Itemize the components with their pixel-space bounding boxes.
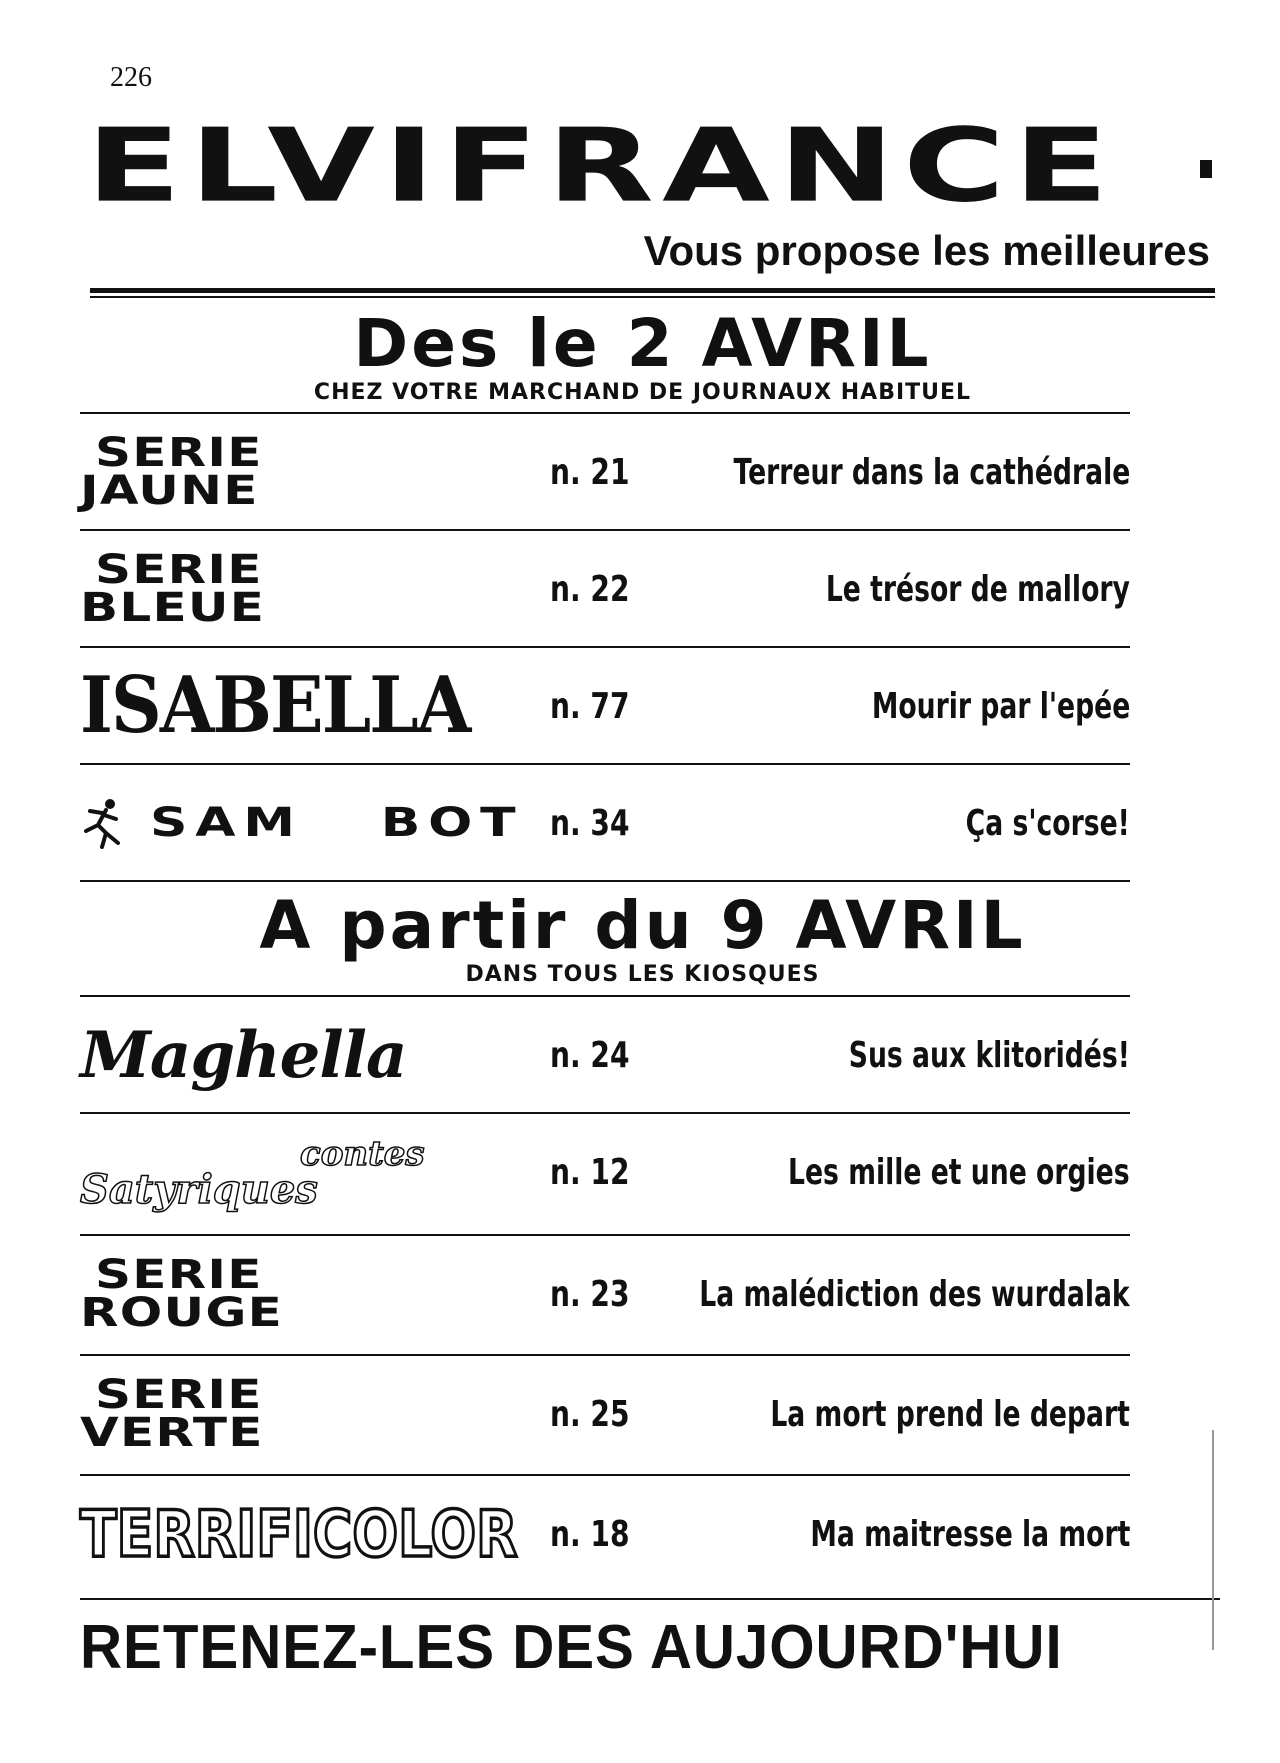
list-item <box>80 1476 1130 1592</box>
issue-number: n. 12 <box>550 1151 630 1193</box>
logo-line: SERIE <box>95 547 263 593</box>
issue-title <box>610 1236 1130 1352</box>
logo-isabella <box>80 648 520 764</box>
issue-number: n. 18 <box>550 1513 630 1555</box>
header-rule-thin <box>90 296 1215 298</box>
issue-title <box>610 414 1130 530</box>
margin-mark <box>1212 1430 1214 1650</box>
issue-title-text: Terreur dans la cathédrale <box>733 451 1130 493</box>
logo-maghella <box>80 997 520 1113</box>
logo-terrificolor <box>80 1476 520 1592</box>
logo-line: contes <box>300 1134 425 1174</box>
logo-serie-bleue <box>80 531 520 647</box>
logo-line: ROUGE <box>80 1290 284 1336</box>
issue-title-text: Mourir par l'epée <box>871 685 1130 727</box>
logo-line: Satyriques <box>80 1166 318 1213</box>
list-item <box>80 997 1130 1113</box>
logo-text: ISABELLA <box>80 660 470 752</box>
issue-title <box>610 1356 1130 1472</box>
logo-line: JAUNE <box>80 468 259 514</box>
issue-title <box>610 648 1130 764</box>
logo-text: SAM BOT <box>150 800 524 846</box>
issue-number: n. 24 <box>550 1034 630 1076</box>
logo-serie-jaune <box>80 414 520 530</box>
footer-text: RETENEZ-LES DES AUJOURD'HUI <box>80 1613 1063 1682</box>
issue-title-text: Le trésor de mallory <box>825 568 1130 610</box>
issue-title <box>610 765 1130 881</box>
issue-number: n. 77 <box>550 685 630 727</box>
tagline: Vous propose les meilleures <box>643 227 1210 274</box>
logo-text: TERRIFICOLOR <box>80 1496 518 1572</box>
logo-text: Maghella <box>80 1017 407 1093</box>
logo-line: BLEUE <box>80 585 266 631</box>
list-item <box>80 1236 1130 1352</box>
logo-line: SERIE <box>95 1252 263 1298</box>
issue-number: n. 34 <box>550 802 630 844</box>
issue-title <box>610 1114 1130 1230</box>
issue-title-text: La mort prend le depart <box>770 1393 1130 1435</box>
issue-title-text: Sus aux klitoridés! <box>848 1034 1130 1076</box>
issue-title <box>610 997 1130 1113</box>
footer-rule <box>80 1598 1220 1600</box>
section-2-subheading: DANS TOUS LES KIOSQUES <box>465 962 820 987</box>
issue-title-text: Ma maitresse la mort <box>810 1513 1130 1555</box>
section-2-heading: A partir du 9 AVRIL <box>259 887 1026 964</box>
logo-contes-satyriques <box>80 1114 520 1230</box>
issue-number: n. 22 <box>550 568 630 610</box>
page-number: 226 <box>110 62 152 93</box>
list-item <box>80 1356 1130 1472</box>
logo-line: VERTE <box>80 1410 264 1456</box>
issue-number: n. 23 <box>550 1273 630 1315</box>
list-item <box>80 414 1130 530</box>
section-1-heading: Des le 2 AVRIL <box>353 305 932 382</box>
list-item <box>80 765 1130 881</box>
issue-title-text: Ça s'corse! <box>965 802 1130 844</box>
issue-number: n. 25 <box>550 1393 630 1435</box>
list-item <box>80 531 1130 647</box>
brand-title: ELVIFRANCE <box>86 105 1117 225</box>
logo-serie-verte <box>80 1356 520 1472</box>
list-item <box>80 648 1130 764</box>
logo-sam-bot <box>80 765 524 881</box>
section-1-subheading: CHEZ VOTRE MARCHAND DE JOURNAUX HABITUEL <box>313 380 972 405</box>
running-man-icon <box>80 797 124 849</box>
issue-title <box>610 531 1130 647</box>
logo-serie-rouge <box>80 1236 520 1352</box>
divider <box>80 880 1130 882</box>
header-rule <box>90 288 1215 293</box>
issue-title-text: Les mille et une orgies <box>788 1151 1130 1193</box>
brand-dot <box>1200 160 1212 178</box>
issue-title <box>610 1476 1130 1592</box>
issue-title-text: La malédiction des wurdalak <box>699 1273 1130 1315</box>
logo-line: SERIE <box>95 430 263 476</box>
list-item <box>80 1114 1130 1230</box>
issue-number: n. 21 <box>550 451 630 493</box>
logo-line: SERIE <box>95 1372 263 1418</box>
